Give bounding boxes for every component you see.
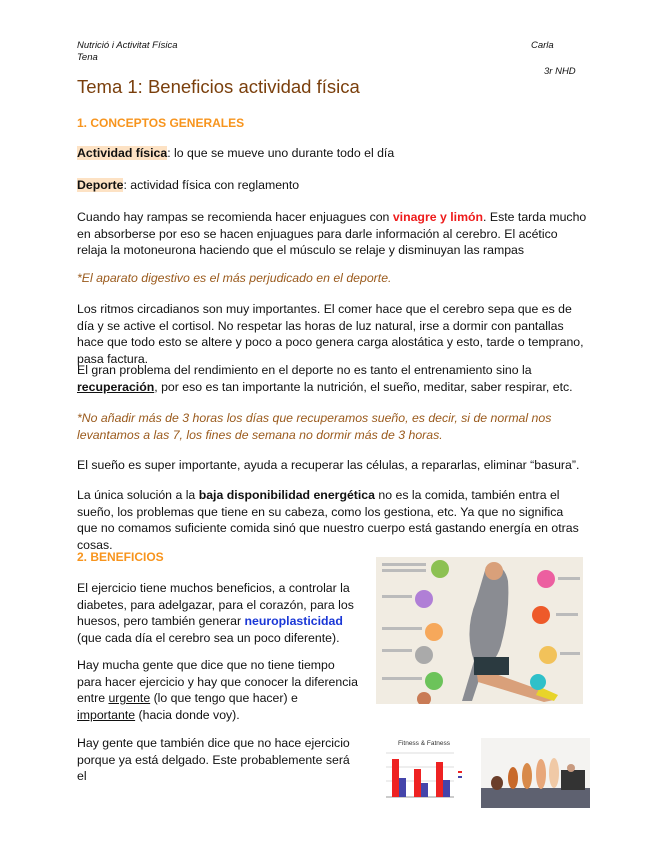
paragraph-beneficios xyxy=(77,580,359,646)
paragraph-recuperacion xyxy=(77,362,587,395)
header-course: Nutrició i Activitat Física xyxy=(77,40,178,51)
definition-actividad xyxy=(77,145,587,162)
text: El gran problema del rendimiento en el deporte no es tanto el entrenamiento sino la xyxy=(77,363,532,377)
chart-title: Fitness & Fatness xyxy=(397,740,451,747)
text: no es la comida, también entra el sueño, los problemas que tiene en su cabeza, como los gestiona, etc. Ya que no significa que no comamos suficiente comida sinó que nuestro cuerpo está gastando energía en otras cosas. xyxy=(77,488,579,552)
bar xyxy=(443,780,450,797)
bar xyxy=(436,762,443,797)
text: El ejercicio tiene muchos beneficios, a controlar la diabetes, para adelgazar, para el corazón, para los huesos, pero también generar xyxy=(77,581,354,628)
header-group: 3r NHD xyxy=(544,66,576,77)
section-heading-2: 2. BENEFICIOS xyxy=(77,550,164,564)
paragraph-energia xyxy=(77,487,587,553)
text: (lo que tengo que hacer) e xyxy=(150,691,298,705)
note-digestivo: *El aparato digestivo es el más perjudicado en el deporte. xyxy=(77,271,392,285)
highlight: vinagre y limón xyxy=(392,210,484,224)
header-author-first: Carla xyxy=(531,40,554,51)
page-title: Tema 1: Beneficios actividad física xyxy=(77,76,360,97)
term: importante xyxy=(77,707,136,722)
text: : actividad física con reglamento xyxy=(123,178,300,192)
bar xyxy=(414,769,421,797)
term: Deporte xyxy=(77,178,124,192)
term: recuperación xyxy=(77,379,155,394)
evolution-image xyxy=(481,738,590,808)
paragraph-tiempo xyxy=(77,657,359,723)
bar xyxy=(399,778,406,797)
text: . Este tarda mucho en absorberse por eso se hacen enjuagues para darle información al cerebro. El acético relaja la motoneurona haciendo que el músculo se relaje y disminuyan las rampas xyxy=(77,210,587,257)
paragraph-ritmos: Los ritmos circadianos son muy importantes. El comer hace que el cerebro sepa que es de día y se active el cortisol. No respetar las horas de luz natural, irse a dormir con pantallas hace que todo esto se altere y poco a poco genera carga alostática y esto, tarde o temprano, pasa factura. xyxy=(77,302,584,366)
term: urgente xyxy=(108,691,151,705)
term: Actividad física xyxy=(77,146,168,160)
text: , por eso es tan importante la nutrición, el sueño, meditar, saber respirar, etc. xyxy=(154,379,573,394)
bar xyxy=(421,783,428,797)
term: neuroplasticidad xyxy=(244,614,343,628)
note-sueno: *No añadir más de 3 horas los días que recuperamos sueño, es decir, si de normal nos levantamos a las 7, los fines de semana no dormir más de 3 horas. xyxy=(77,411,552,442)
text: Cuando hay rampas se recomienda hacer enjuagues con xyxy=(77,210,393,224)
paragraph-delgado: Hay gente que también dice que no hace ejercicio porque ya está delgado. Este probablemente será el xyxy=(77,736,350,783)
text: La única solución a la xyxy=(77,488,199,502)
header-author-last: Tena xyxy=(77,52,98,63)
paragraph-sueno: El sueño es super importante, ayuda a recuperar las células, a repararlas, eliminar “basura”. xyxy=(77,458,580,472)
text: (que cada día el cerebro sea un poco diferente). xyxy=(77,630,340,645)
bar xyxy=(392,759,399,797)
text: (hacia donde voy). xyxy=(135,707,240,722)
runner-infographic-image xyxy=(376,557,583,704)
fitness-fatness-chart xyxy=(374,737,474,807)
definition-deporte xyxy=(77,177,587,194)
text: Hay mucha gente que dice que no tiene tiempo para hacer ejercicio y hay que conocer la diferencia entre xyxy=(77,658,358,705)
text: : lo que se mueve uno durante todo el día xyxy=(167,146,395,160)
term: baja disponibilidad energética xyxy=(198,488,375,502)
section-heading-1: 1. CONCEPTOS GENERALES xyxy=(77,116,245,130)
paragraph-rampas xyxy=(77,209,587,259)
